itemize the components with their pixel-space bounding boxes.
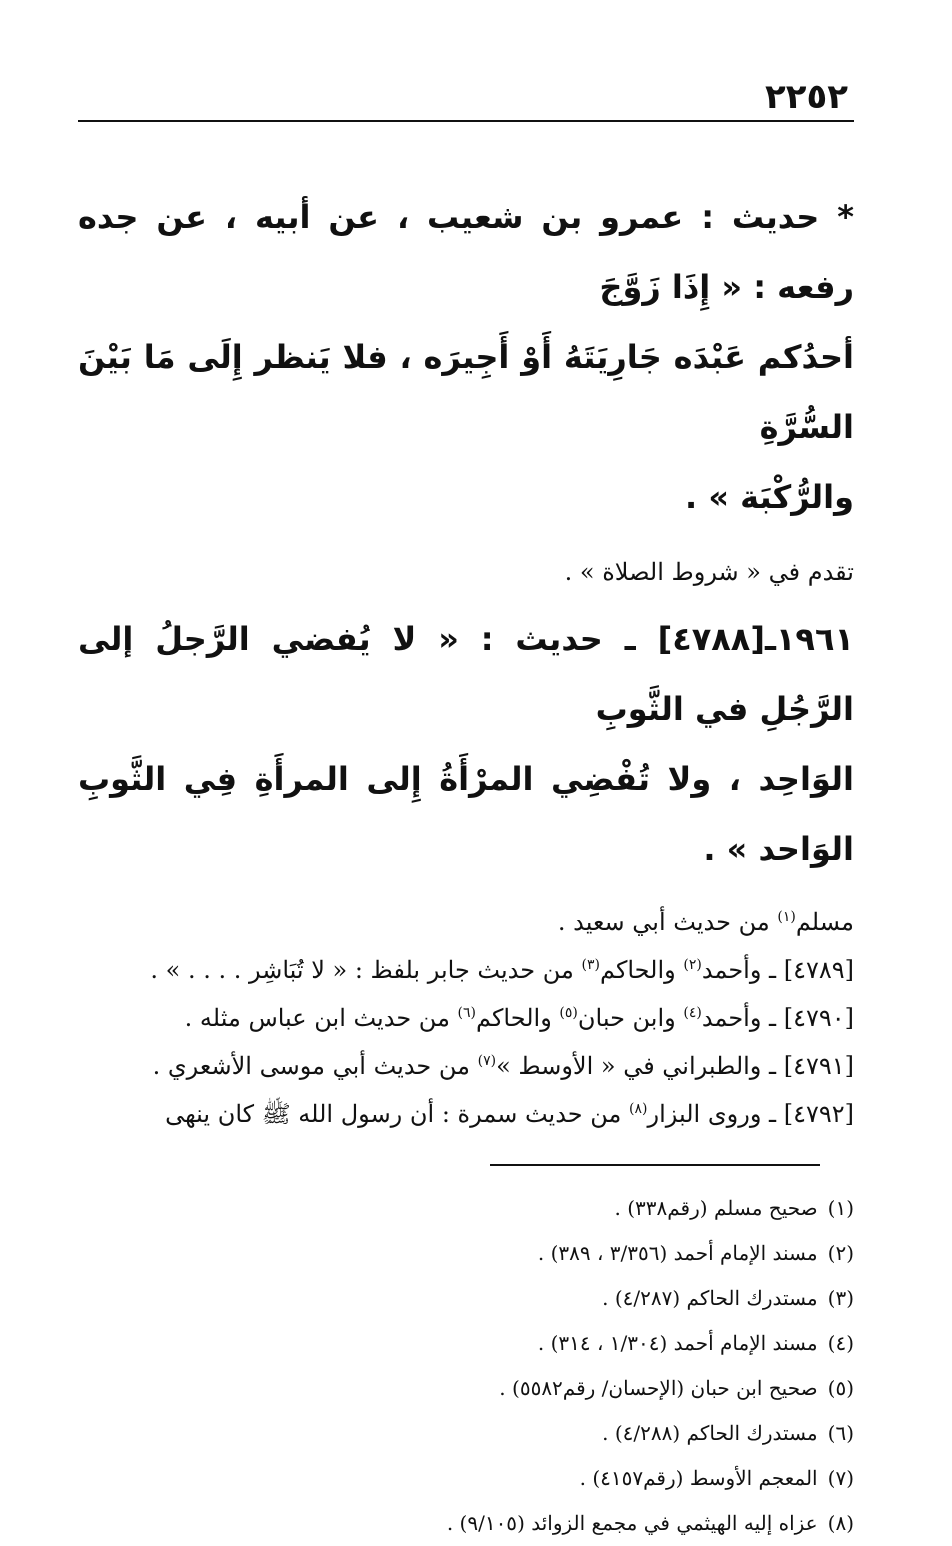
footnote-item [78,1321,854,1366]
narration-text: [٤٧٩١] ـ والطبراني في « الأوسط » [496,1052,854,1080]
footnote-text: مستدرك الحاكم (٤/٢٨٨) . [602,1421,818,1445]
narration-text: من حديث سمرة : أن رسول الله ﷺ كان ينهى [165,1100,630,1128]
narration-text: [٤٧٨٩] ـ وأحمد [701,956,854,984]
footnote-item [78,1231,854,1276]
footnote-text: صحيح مسلم (رقم٣٣٨) . [614,1196,818,1220]
footnote-marker: (٥) [827,1376,854,1400]
footnote-ref[interactable]: (٧) [477,1053,497,1069]
hadith-text-1 [78,182,854,532]
narration-line [78,1042,854,1090]
narration-text: والحاكم [599,956,684,984]
footnote-text: مستدرك الحاكم (٤/٢٨٧) . [602,1286,818,1310]
narration-line [78,946,854,994]
footnote-ref[interactable]: (٣) [581,957,600,973]
footnote-ref[interactable]: (١) [777,909,796,925]
narrations-list [78,898,854,1138]
footnote-text: عزاه إليه الهيثمي في مجمع الزوائد (٩/١٠٥) . [446,1511,818,1535]
hadith-2-line-1: ١٩٦١ـ[٤٧٨٨] ـ حديث : « لا يُفضي الرَّجلُ إلى الرَّجُلِ في الثَّوبِ [78,620,854,728]
footnote-marker: (٧) [827,1466,854,1490]
footnote-text: مسند الإمام أحمد (٣/٣٥٦ ، ٣٨٩) . [537,1241,818,1265]
hadith-1-line-3: والرُّكْبَة » . [685,478,854,516]
narration-text: من حديث جابر بلفظ : « لا تُبَاشِر . . . . » . [150,956,582,984]
footnote-text: المعجم الأوسط (رقم٤١٥٧) . [579,1466,818,1490]
footnote-ref[interactable]: (٨) [629,1101,648,1117]
narration-text: من حديث أبي موسى الأشعري . [152,1052,478,1080]
footnote-text: صحيح ابن حبان (الإحسان/ رقم٥٥٨٢) . [499,1376,818,1400]
page-header [78,70,854,122]
footnote-item [78,1411,854,1456]
footnote-marker: (٨) [827,1511,854,1535]
footnote-ref[interactable]: (٤) [683,1005,702,1021]
narration-text: من حديث ابن عباس مثله . [184,1004,458,1032]
footnote-ref[interactable]: (٥) [559,1005,578,1021]
book-page [78,70,854,1535]
footnote-marker: (٤) [827,1331,854,1355]
narration-text: [٤٧٩٠] ـ وأحمد [701,1004,854,1032]
hadith-1-line-2: أحدُكم عَبْدَه جَارِيَتَهُ أَوْ أَجِيرَه ، فلا يَنظر إِلَى مَا بَيْنَ السُّرَّةِ [78,338,854,446]
narration-text: من حديث أبي سعيد . [557,908,778,936]
narration-text: وابن حبان [577,1004,684,1032]
footnote-marker: (١) [827,1196,854,1220]
cross-reference-note: تقدم في « شروط الصلاة » . [564,558,854,586]
hadith-text-2 [78,604,854,884]
footnote-marker: (٣) [827,1286,854,1310]
footnote-item [78,1501,854,1546]
footnote-marker: (٦) [827,1421,854,1445]
narration-line [78,1090,854,1138]
footnote-item [78,1276,854,1321]
narration-text: [٤٧٩٢] ـ وروى البزار [647,1100,854,1128]
footnote-text: مسند الإمام أحمد (١/٣٠٤ ، ٣١٤) . [537,1331,818,1355]
hadith-1-line-1: * حديث : عمرو بن شعيب ، عن أبيه ، عن جده رفعه : « إِذَا زَوَّجَ [78,198,854,306]
footnote-separator [490,1164,820,1166]
footnote-item [78,1456,854,1501]
footnotes-list [78,1186,854,1546]
narration-line [78,898,854,946]
footnote-ref[interactable]: (٢) [683,957,702,973]
footnote-marker: (٢) [827,1241,854,1265]
footnote-item [78,1186,854,1231]
page-number: ٢٢٥٢ [764,77,848,117]
footnote-item [78,1366,854,1411]
hadith-2-line-2: الوَاحِد ، ولا تُفْضِي المرْأَةُ إِلى المرأَةِ فِي الثَّوبِ الوَاحد » . [78,760,854,868]
narration-text: والحاكم [476,1004,560,1032]
footnote-ref[interactable]: (٦) [457,1005,477,1021]
narration-text: مسلم [795,908,854,936]
narration-line [78,994,854,1042]
